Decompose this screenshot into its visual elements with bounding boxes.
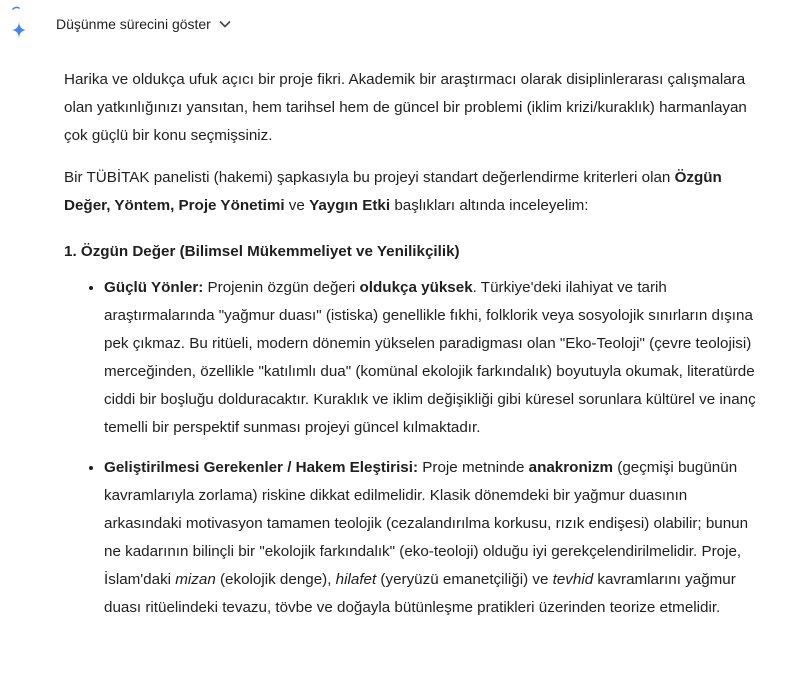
gemini-sparkle-icon xyxy=(10,6,34,42)
list-item-critique: • Geliştirilmesi Gerekenler / Hakem Eleştirisi: Proje metninde anakronizm (geçmişi bugünün kavramlarıyla zorlama) riskine dikkat edilmelidir. Klasik dönemdeki bir yağmur duasının arkasındaki motivasyon tamamen teolojik (cezalandırılma korkusu, rızık endişesi) olabilir; bunun ne kadarının bilinçli bir "ekolojik farkındalık" (eko-teoloji) olduğu iyi gerekçelendirilmelidir. Proje, İslam'daki mizan (ekolojik denge), hilafet (yeryüzü emanetçiliği) ve tevhid kavramlarını yağmur duası ritüelindeki tevazu, tövbe ve doğayla bütünleşme pratikleri üzerinden teorize etmelidir. xyxy=(104,454,764,622)
show-thinking-label: Düşünme sürecini göster xyxy=(56,16,211,32)
evaluation-list xyxy=(64,274,764,622)
chevron-down-icon xyxy=(219,20,231,28)
intro-paragraph: Harika ve oldukça ufuk açıcı bir proje fikri. Akademik bir araştırmacı olarak disiplinlerarası çalışmalara olan yatkınlığınızı yansıtan, hem tarihsel hem de güncel bir problemi (iklim krizi/kuraklık) harmanlayan çok güçlü bir konu seçmişsiniz. xyxy=(64,71,747,144)
show-thinking-toggle[interactable] xyxy=(10,6,231,42)
section-heading: 1. Özgün Değer (Bilimsel Mükemmeliyet ve Yenilikçilik) xyxy=(64,243,460,260)
criteria-paragraph: Bir TÜBİTAK panelisti (hakemi) şapkasıyla bu projeyi standart değerlendirme kriterleri olan Özgün Değer, Yöntem, Proje Yönetimi ve Yaygın Etki başlıkları altında inceleyelim: xyxy=(64,169,722,214)
response-content xyxy=(64,66,764,634)
list-item-strengths: • Güçlü Yönler: Projenin özgün değeri oldukça yüksek. Türkiye'deki ilahiyat ve tarih araştırmalarında "yağmur duası" (istiska) genellikle fıkhi, folklorik veya sosyolojik sınırların dışına pek çıkmaz. Bu ritüeli, modern dönemin yükselen paradigması olan "Eko-Teoloji" (çevre teolojisi) merceğinden, özellikle "katılımlı dua" (komünal ekolojik farkındalık) boyutuyla okumak, literatürde ciddi bir boşluğu dolduracaktır. Kuraklık ve iklim değişikliği gibi küresel sorunlara kültürel ve inanç temelli bir perspektif sunması projeyi güncel kılmaktadır. xyxy=(104,274,764,442)
